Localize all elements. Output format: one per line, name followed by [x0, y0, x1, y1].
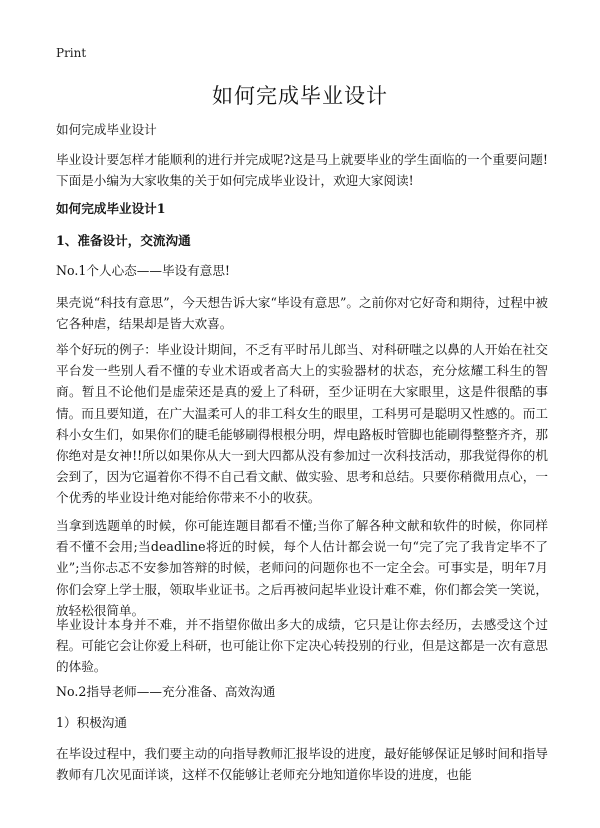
no2-heading: No.2指导老师——充分准备、高效沟通 — [56, 684, 276, 699]
section-heading: 如何完成毕业设计1 — [56, 201, 166, 216]
sub-item-heading: 1）积极沟通 — [56, 715, 127, 730]
subsection-heading: 1、准备设计，交流沟通 — [56, 233, 191, 248]
paragraph-5: 在毕设过程中，我们要主动的向指导教师汇报毕设的进度，最好能够保证足够时间和指导教师有几次见面详谈，这样不仅能够让老师充分地知道你毕设的进度，也能 — [56, 746, 548, 783]
intro-paragraph: 毕业设计要怎样才能顺利的进行并完成呢?这是马上就要毕业的学生面临的一个重要问题!下面是小编为大家收集的关于如何完成毕业设计，欢迎大家阅读! — [56, 152, 548, 189]
paragraph-1: 果壳说“科技有意思”，今天想告诉大家“毕设有意思”。之前你对它好奇和期待，过程中被它各种虐，结果却是皆大欢喜。 — [56, 295, 548, 332]
page-title: 如何完成毕业设计 — [212, 84, 388, 108]
paragraph-4: 毕业设计本身并不难，并不指望你做出多大的成绩，它只是让你去经历，去感受这个过程。可能它会让你爱上科研，也可能让你下定决心转投别的行业，但是这都是一次有意思的体验。 — [56, 617, 548, 675]
print-link[interactable]: Print — [56, 46, 87, 60]
paragraph-3: 当拿到选题单的时候，你可能连题目都看不懂;当你了解各种文献和软件的时候，你同样看不懂不会用;当deadline将近的时候，每个人估计都会说一句“完了完了我肯定毕不了业”;当你忐忑不安参加答辩的时候，老师问的问题你也不一定全会。可事实是，明年7月你们会穿上学士服，领取毕业证书。之后再被问起毕业设计难不难，你们都会笑一笑说，放轻松很简单。 — [56, 518, 548, 618]
paragraph-2: 举个好玩的例子：毕业设计期间，不乏有平时吊儿郎当、对科研嗤之以鼻的人开始在社交平台发一些别人看不懂的专业术语或者高大上的实验器材的状态，充分炫耀工科生的智商。暂且不论他们是虚荣还是真的爱上了科研，至少证明在大家眼里，这是件很酷的事情。而且要知道，在广大温柔可人的非工科女生的眼里，工科男可是聪明又性感的。而工科小女生们，如果你们的睫毛能够刷得根根分明，焊电路板时管脚也能刷得整整齐齐，那你绝对是女神!!所以如果你从大一到大四都从没有参加过一次科技活动，那我觉得你的机会到了，因为它逼着你不得不自己看文献、做实验、思考和总结。只要你稍微用点心，一个优秀的毕业设计绝对能给你带来不小的收获。 — [56, 342, 548, 506]
no1-heading: No.1个人心态——毕设有意思! — [56, 263, 230, 278]
document-subtitle: 如何完成毕业设计 — [56, 122, 157, 137]
